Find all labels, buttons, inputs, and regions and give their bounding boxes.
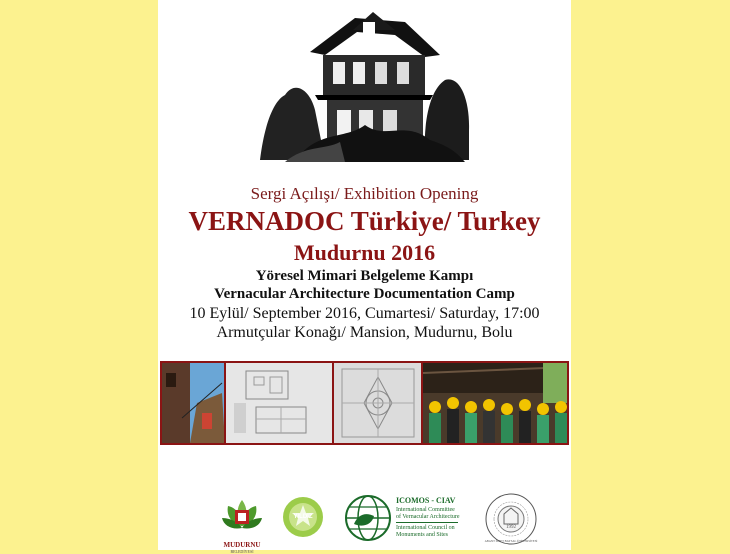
abant-year: 1992 — [506, 525, 516, 530]
university-seal-icon — [484, 492, 538, 546]
yildiz-logo — [282, 496, 324, 538]
camp-name-tr: Yöresel Mimari Belgeleme Kampı — [255, 268, 474, 284]
photo-ceiling-drawing — [334, 363, 423, 443]
event-date: 10 Eylül/ September 2016, Cumartesi/ Saturday, 17:00 — [189, 305, 540, 322]
icomos-divider — [396, 522, 458, 523]
icomos-line3: International Council on — [396, 525, 455, 531]
yildiz-label: YILDIZ — [293, 514, 313, 520]
globe-icon — [344, 494, 392, 542]
mudurnu-logo — [220, 496, 264, 554]
mansion-sketch — [255, 0, 473, 162]
poster-title: VERNADOC Türkiye/ Turkey — [188, 206, 541, 236]
poster — [158, 0, 571, 554]
photo-building-facade — [162, 363, 226, 443]
poster-subtitle: Mudurnu 2016 — [293, 240, 436, 265]
event-place: Armutçular Konağı/ Mansion, Mudurnu, Bolu — [216, 324, 513, 341]
photo-strip — [160, 361, 569, 445]
camp-name-en: Vernacular Architecture Documentation Camp — [214, 286, 515, 302]
icomos-line2: of Vernacular Architecture — [396, 514, 460, 520]
icomos-line4: Monuments and Sites — [396, 532, 448, 538]
lotus-icon — [220, 496, 264, 536]
abant-label: ABANT İZZET BAYSAL ÜNİVERSİTESİ — [484, 539, 538, 543]
photo-drawing-plan — [226, 363, 334, 443]
mudurnu-sub-label: BELEDİYESİ — [230, 549, 254, 554]
exhibition-opening-label: Sergi Açılışı/ Exhibition Opening — [250, 184, 479, 203]
abant-logo — [484, 492, 538, 546]
photo-team-group — [423, 363, 567, 443]
mudurnu-label: MUDURNU — [223, 541, 261, 549]
sponsor-logos — [158, 492, 571, 554]
icomos-line1: International Committee — [396, 507, 455, 513]
icomos-logo — [344, 494, 464, 542]
icomos-title: ICOMOS - CIAV — [396, 496, 456, 505]
